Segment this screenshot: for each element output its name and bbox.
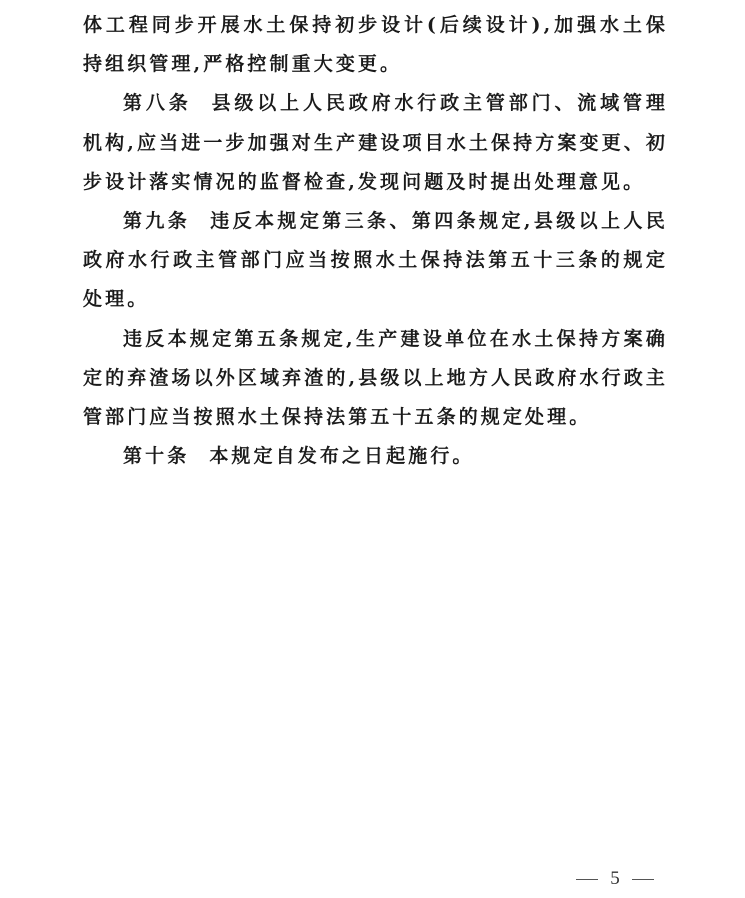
article-9 — [83, 202, 668, 320]
page-footer — [570, 868, 660, 890]
paragraph-text: 违反本规定第五条规定,生产建设单位在水土保持方案确定的弃渣场以外区域弃渣的,县级以上地方人民政府水行政主管部门应当按照水土保持法第五十五条的规定处理。 — [83, 327, 668, 429]
paragraph-text: 县级以上人民政府水行政主管部门、流域管理机构,应当进一步加强对生产建设项目水土保持方案变更、初步设计落实情况的监督检查,发现问题及时提出处理意见。 — [83, 92, 668, 193]
article-number: 第十条 — [123, 445, 190, 468]
article-9-clause-2 — [83, 320, 668, 438]
paragraph-text: 本规定自发布之日起施行。 — [209, 445, 475, 468]
article-8 — [83, 84, 668, 202]
page-number: 5 — [610, 868, 620, 889]
article-10 — [83, 437, 668, 476]
paragraph-text: 违反本规定第三条、第四条规定,县级以上人民政府水行政主管部门应当按照水土保持法第五十三条的规定处理。 — [83, 210, 668, 311]
paragraph-text: 体工程同步开展水土保持初步设计(后续设计),加强水土保持组织管理,严格控制重大变更。 — [83, 14, 668, 76]
dash-left — [576, 879, 598, 880]
article-number: 第九条 — [123, 210, 191, 233]
dash-right — [632, 879, 654, 880]
document-body — [83, 6, 668, 476]
article-number: 第八条 — [123, 92, 192, 115]
paragraph-continuation — [83, 6, 668, 84]
